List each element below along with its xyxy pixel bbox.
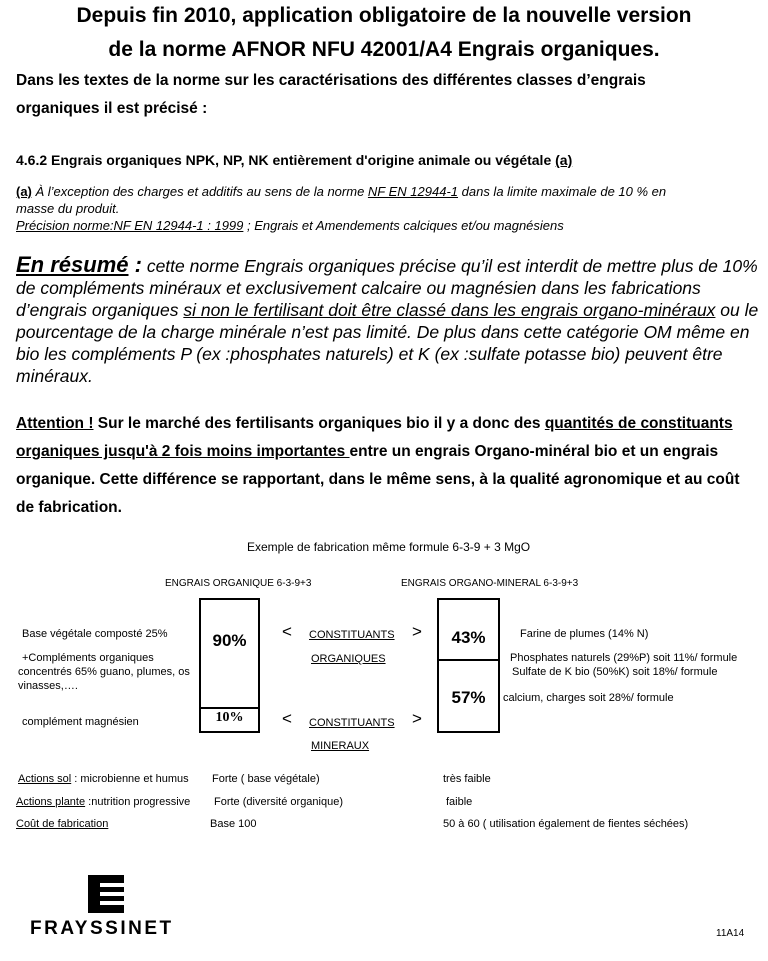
diagram-caption: Exemple de fabrication même formule 6-3-9 + 3 MgO [247,540,531,554]
comparison-row-sol-label: Actions sol : microbienne et humus [18,773,189,785]
organo-pct-organic: 43% [451,628,486,647]
label-constituants-mineraux-1: CONSTITUANTS [309,717,395,729]
footnote-precision: Précision norme:NF EN 12944-1 : 1999 ; Engrais et Amendements calciques et/ou magnésiens [16,218,564,233]
organo-pct-mineral: 57% [451,688,486,707]
left-complements-line1: +Compléments organiques [22,652,154,664]
right-header: ENGRAIS ORGANO-MINERAL 6-3-9+3 [401,578,579,589]
comparison-row-sol-organique: Forte ( base végétale) [212,773,320,785]
label-constituants-organiques-1: CONSTITUANTS [309,629,395,641]
left-header: ENGRAIS ORGANIQUE 6-3-9+3 [165,578,312,589]
comparison-row-cout-organique: Base 100 [210,818,257,830]
left-complements-line3: vinasses,…. [18,680,78,692]
greater-than-mineral: > [412,709,422,728]
less-than-organic: < [282,622,292,641]
section-heading: 4.6.2 Engrais organiques NPK, NP, NK entièrement d'origine animale ou végétale (a) [16,152,573,168]
left-magnesien-text: complément magnésien [22,716,139,728]
left-complements-line2: concentrés 65% guano, plumes, os [18,666,190,678]
organique-pct-organic: 90% [212,631,247,650]
intro-line1: Dans les textes de la norme sur les caractérisations des différentes classes d’engrais [16,72,646,89]
right-phosphates-text: Phosphates naturels (29%P) soit 11%/ formule [510,652,738,664]
comparison-row-plante-organo: faible [446,796,473,808]
comparison-row-cout-organo: 50 à 60 ( utilisation également de fientes séchées) [443,818,689,830]
comparison-row-cout-label: Coût de fabrication [16,818,109,830]
comparison-row-plante-organique: Forte (diversité organique) [214,796,344,808]
label-constituants-mineraux-2: MINERAUX [311,740,370,752]
organique-pct-mineral: 10% [215,710,244,725]
left-base-text: Base végétale composté 25% [22,628,168,640]
reference-code: 11A14 [716,928,745,939]
label-constituants-organiques-2: ORGANIQUES [311,653,386,665]
footnote-line2: masse du produit. [16,201,120,216]
attention-label: Attention ! [16,415,94,432]
organo-mineral-composition-box [437,598,500,733]
frayssinet-logo-mark [88,875,124,913]
attention-paragraph: Attention ! Sur le marché des fertilisants organiques bio il y a donc des quantités de constituants organiques jusqu'à 2 fois moins importantes entre un engrais Organo-minéral bio et un engrais organique. Cette différence se rapportant, dans le même sens, à la qualité agronomique et au coût de fabrication. [16,415,740,516]
intro-line2: organiques il est précisé : [16,100,208,117]
summary-label: En résumé [16,252,129,277]
norm-reference: NF EN 12944-1 [367,184,459,199]
footnote-line1: (a) À l’exception des charges et additifs au sens de la norme NF EN 12944-1 dans la limite maximale de 10 % en [16,184,667,199]
less-than-mineral: < [282,709,292,728]
right-farine-text: Farine de plumes (14% N) [520,628,649,640]
right-sulfate-text: Sulfate de K bio (50%K) soit 18%/ formule [512,666,718,678]
comparison-row-sol-organo: très faible [443,773,491,785]
summary-paragraph: En résumé : cette norme Engrais organiques précise qu’il est interdit de mettre plus de 10% de compléments minéraux et exclusivement calcaire ou magnésien dans les fabrications d’engrais organiques si non le fertilisant doit être classé dans les engrais organo-minéraux ou le pourcentage de la charge minérale n’est pas limité. De plus dans cette catégorie OM même en bio les compléments P (ex :phosphates naturels) et K (ex :sulfate potasse bio) peuvent être minéraux. [16,252,759,386]
frayssinet-logo-text: FRAYSSINET [30,918,174,939]
greater-than-organic: > [412,622,422,641]
right-calcium-text: calcium, charges soit 28%/ formule [503,692,674,704]
footnote-ref: (a) [555,152,573,168]
page-title-line1: Depuis fin 2010, application obligatoire de la nouvelle version [76,4,692,27]
page-title-line2: de la norme AFNOR NFU 42001/A4 Engrais organiques. [108,38,660,61]
comparison-row-plante-label: Actions plante :nutrition progressive [16,796,191,808]
